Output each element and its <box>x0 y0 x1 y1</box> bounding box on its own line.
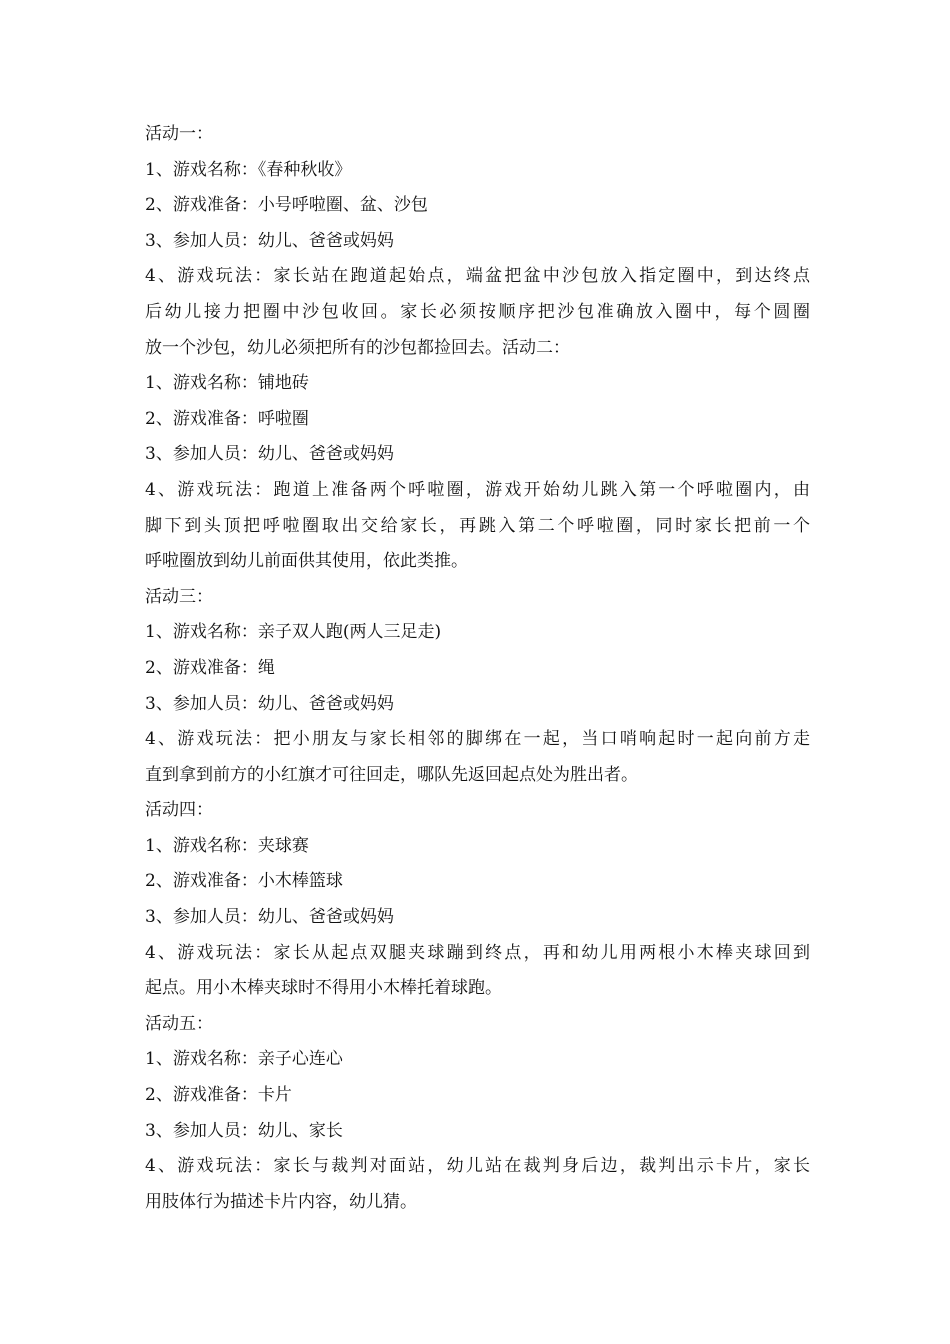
document-page <box>145 117 810 1220</box>
activity-2-game-prep: 2、游戏准备：呼啦圈 <box>145 408 309 429</box>
activity-4-game-prep: 2、游戏准备：小木棒篮球 <box>145 871 343 892</box>
activity-4-rules-line-2: 起点。用小木棒夹球时不得用小木棒托着球跑。 <box>145 978 502 999</box>
activity-5-game-prep: 2、游戏准备：卡片 <box>145 1085 292 1106</box>
activity-3-rules-line-2: 直到拿到前方的小红旗才可往回走，哪队先返回起点处为胜出者。 <box>145 764 638 785</box>
activity-4-game-name: 1、游戏名称：夹球赛 <box>145 835 309 856</box>
heading-activity-3: 活动三： <box>145 586 213 607</box>
activity-1-rules-line-3: 放一个沙包，幼儿必须把所有的沙包都捡回去。活动二： <box>145 337 570 358</box>
activity-1-rules-line-2: 后幼儿接力把圈中沙包收回。家长必须按顺序把沙包准确放入圈中，每个圆圈 <box>145 301 810 322</box>
heading-activity-4: 活动四： <box>145 800 213 821</box>
activity-2-game-name: 1、游戏名称：铺地砖 <box>145 373 309 394</box>
activity-5-game-name: 1、游戏名称：亲子心连心 <box>145 1049 343 1070</box>
heading-activity-5: 活动五： <box>145 1013 213 1034</box>
activity-2-participants: 3、参加人员：幼儿、爸爸或妈妈 <box>145 444 394 465</box>
activity-1-participants: 3、参加人员：幼儿、爸爸或妈妈 <box>145 230 394 251</box>
heading-activity-1: 活动一： <box>145 124 213 144</box>
activity-2-rules-line-1: 4、游戏玩法：跑道上准备两个呼啦圈，游戏开始幼儿跳入第一个呼啦圈内，由 <box>145 479 810 500</box>
activity-1-game-name: 1、游戏名称：《春种秋收》 <box>145 159 352 180</box>
activity-3-game-name: 1、游戏名称：亲子双人跑(两人三足走) <box>145 622 442 643</box>
activity-2-rules-line-2: 脚下到头顶把呼啦圈取出交给家长，再跳入第二个呼啦圈，同时家长把前一个 <box>145 515 810 536</box>
activity-4-participants: 3、参加人员：幼儿、爸爸或妈妈 <box>145 907 394 928</box>
activity-5-rules-line-1: 4、游戏玩法：家长与裁判对面站，幼儿站在裁判身后边，裁判出示卡片，家长 <box>145 1156 810 1177</box>
activity-1-rules-line-1: 4、游戏玩法：家长站在跑道起始点，端盆把盆中沙包放入指定圈中，到达终点 <box>145 266 810 287</box>
activity-4-rules-line-1: 4、游戏玩法：家长从起点双腿夹球蹦到终点，再和幼儿用两根小木棒夹球回到 <box>145 942 810 963</box>
activity-3-rules-line-1: 4、游戏玩法：把小朋友与家长相邻的脚绑在一起，当口哨响起时一起向前方走 <box>145 729 810 750</box>
activity-3-game-prep: 2、游戏准备：绳 <box>145 657 275 678</box>
activity-2-rules-line-3: 呼啦圈放到幼儿前面供其使用，依此类推。 <box>145 551 468 572</box>
activity-3-participants: 3、参加人员：幼儿、爸爸或妈妈 <box>145 693 394 714</box>
activity-5-rules-line-2: 用肢体行为描述卡片内容，幼儿猜。 <box>145 1191 417 1212</box>
activity-5-participants: 3、参加人员：幼儿、家长 <box>145 1120 343 1141</box>
activity-1-game-prep: 2、游戏准备：小号呼啦圈、盆、沙包 <box>145 195 428 216</box>
